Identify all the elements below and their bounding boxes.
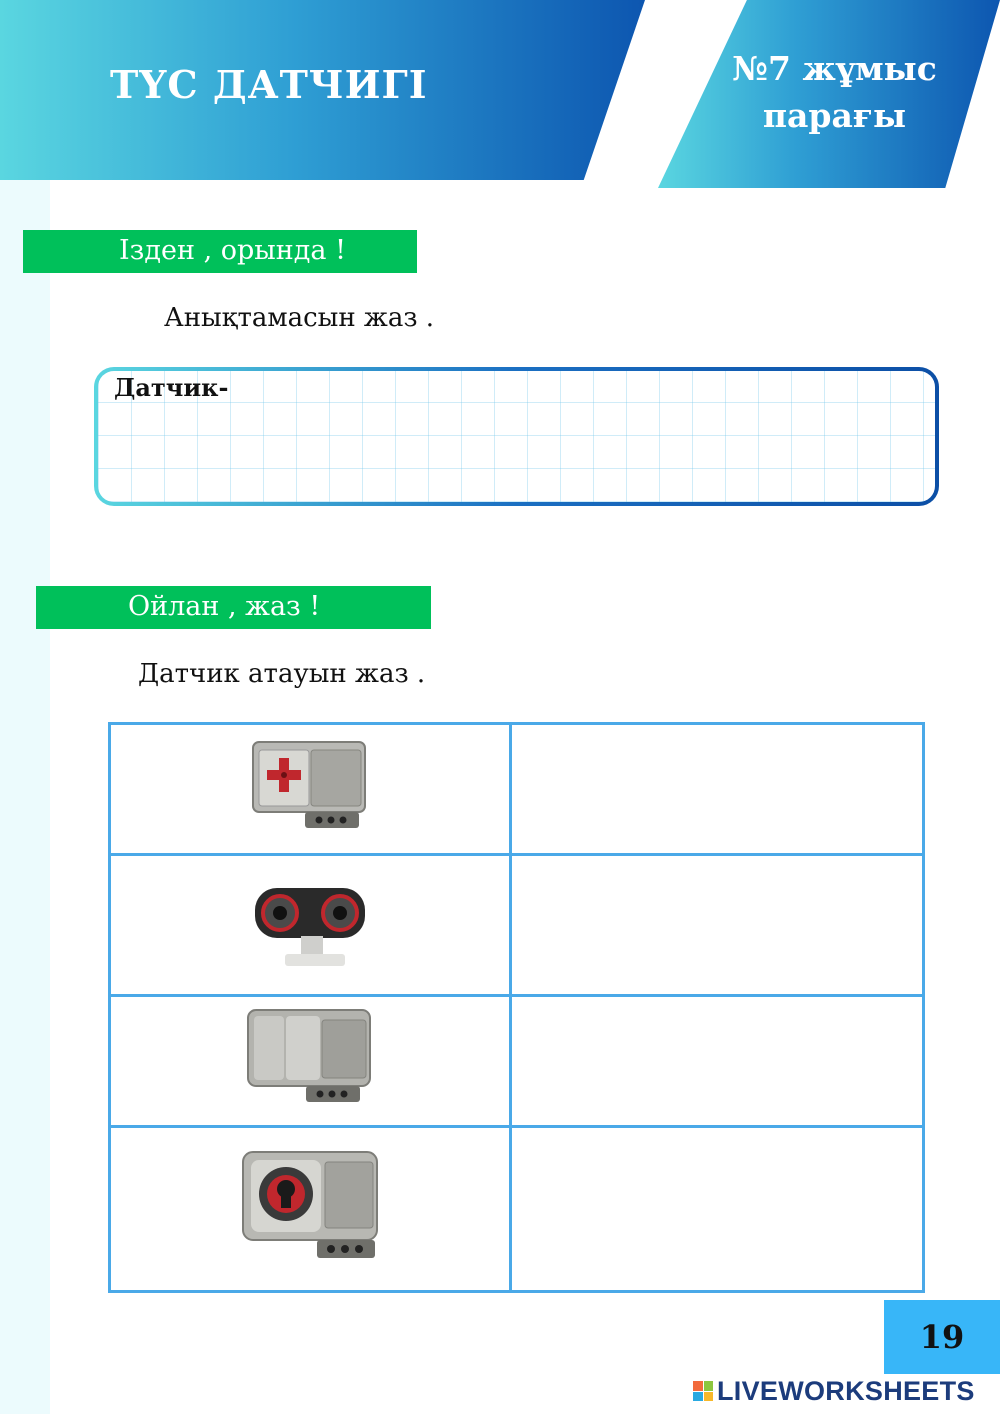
sensor-answer-cell[interactable] bbox=[511, 724, 924, 855]
touch-sensor-icon bbox=[245, 730, 375, 845]
page-number: 19 bbox=[884, 1300, 1000, 1374]
table-row bbox=[110, 996, 924, 1127]
worksheet-number-line1: №7 жұмыс bbox=[732, 49, 937, 88]
liveworksheets-logo-icon bbox=[693, 1381, 713, 1401]
sensor-answer-cell[interactable] bbox=[511, 855, 924, 996]
liveworksheets-logo[interactable] bbox=[693, 1376, 975, 1406]
page-title: ТҮС ДАТЧИГІ bbox=[110, 62, 428, 107]
sensor-image-cell bbox=[110, 996, 511, 1127]
worksheet-number-line2: парағы bbox=[762, 96, 907, 135]
table-row bbox=[110, 855, 924, 996]
section2-instruction: Датчик атауын жаз . bbox=[138, 659, 426, 689]
sensor-image-cell bbox=[110, 855, 511, 996]
table-row bbox=[110, 1127, 924, 1292]
definition-prefix: Датчик- bbox=[114, 373, 229, 402]
section1-label: Ізден , орында ! bbox=[23, 230, 417, 273]
section2-label: Ойлан , жаз ! bbox=[36, 586, 431, 629]
definition-input-box[interactable] bbox=[94, 367, 939, 506]
left-decorative-strip bbox=[0, 180, 50, 1414]
color-sensor-icon bbox=[225, 1142, 395, 1272]
sensor-answer-cell[interactable] bbox=[511, 1127, 924, 1292]
liveworksheets-brand: LIVEWORKSHEETS bbox=[717, 1375, 975, 1406]
worksheet-number bbox=[712, 45, 957, 139]
sensor-image-cell bbox=[110, 724, 511, 855]
section1-instruction: Анықтамасын жаз . bbox=[164, 303, 435, 333]
ultrasonic-sensor-icon bbox=[245, 866, 375, 981]
sensor-image-cell bbox=[110, 1127, 511, 1292]
gyro-sensor-icon bbox=[240, 1002, 380, 1117]
sensor-answer-cell[interactable] bbox=[511, 996, 924, 1127]
sensor-table bbox=[108, 722, 925, 1293]
table-row bbox=[110, 724, 924, 855]
